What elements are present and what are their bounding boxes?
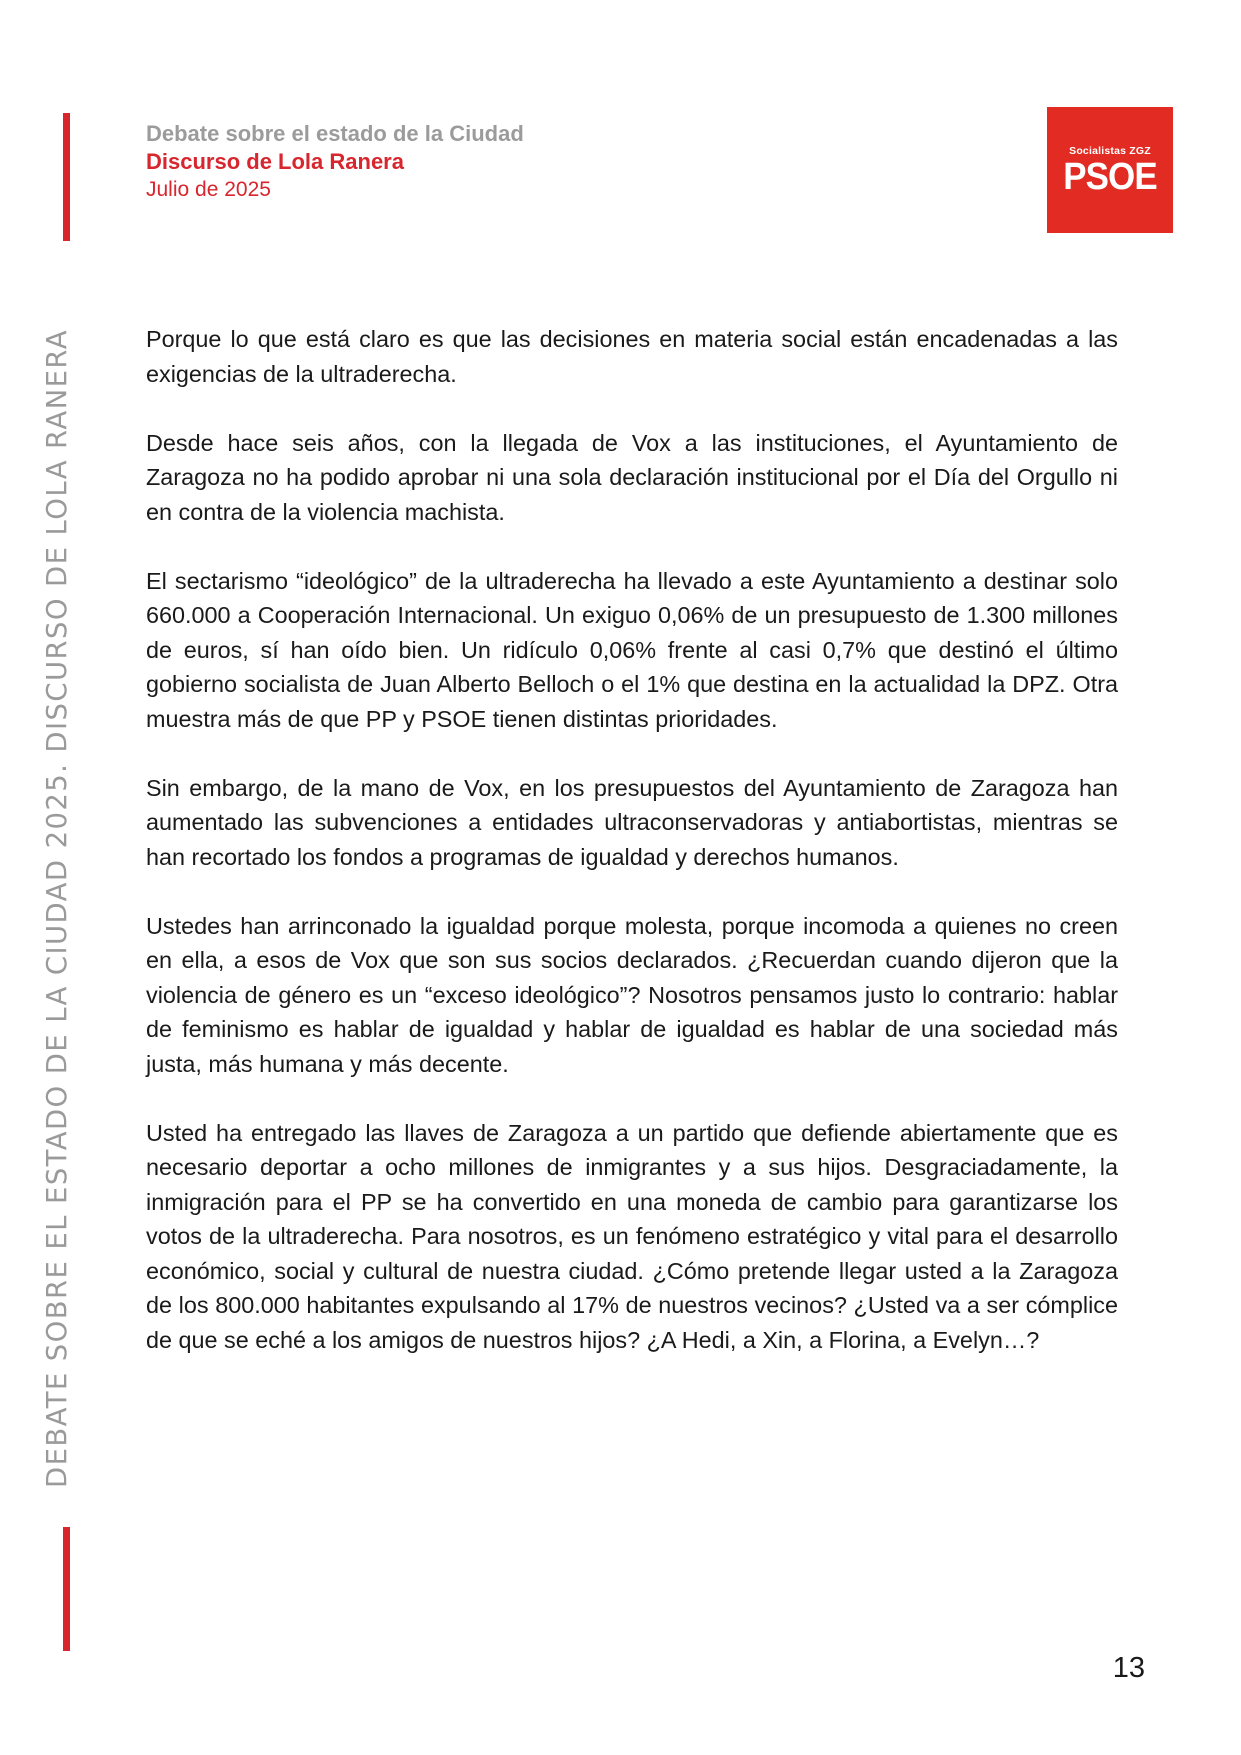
logo-small-text: Socialistas ZGZ xyxy=(1069,145,1151,157)
paragraph: El sectarismo “ideológico” de la ultraderecha ha llevado a este Ayuntamiento a destinar solo 660.000 a Cooperación Internacional. Un exiguo 0,06% de un presupuesto de 1.300 millones de euros, sí han oído bien. Un ridículo 0,06% frente al casi 0,7% que destinó el último gobierno socialista de Juan Alberto Belloch o el 1% que destina en la actualidad la DPZ. Otra muestra más de que PP y PSOE tienen distintas prioridades. xyxy=(146,567,1118,732)
header-subtitle: Discurso de Lola Ranera xyxy=(146,149,404,174)
page-number: 13 xyxy=(1112,1652,1145,1684)
header-title: Debate sobre el estado de la Ciudad xyxy=(146,121,524,146)
paragraph: Sin embargo, de la mano de Vox, en los presupuestos del Ayuntamiento de Zaragoza han aumentado las subvenciones a entidades ultraconservadoras y antiabortistas, mientras se han recortado los fondos a programas de igualdad y derechos humanos. xyxy=(146,774,1118,870)
paragraph: Ustedes han arrinconado la igualdad porque molesta, porque incomoda a quienes no creen en ella, a esos de Vox que son sus socios declarados. ¿Recuerdan cuando dijeron que la violencia de género es un “exceso ideológico”? Nosotros pensamos justo lo contrario: hablar de feminismo es hablar de igualdad y hablar de igualdad es hablar de una sociedad más justa, más humana y más decente. xyxy=(146,912,1118,1077)
psoe-logo xyxy=(1047,107,1173,233)
sidebar-accent-bar-bottom xyxy=(63,1527,70,1651)
speech-body xyxy=(146,322,1118,1392)
header-date: Julio de 2025 xyxy=(146,178,271,201)
logo-big-text: PSOE xyxy=(1063,156,1157,198)
paragraph: Porque lo que está claro es que las decisiones en materia social están encadenadas a las exigencias de la ultraderecha. xyxy=(146,326,1118,387)
paragraph: Usted ha entregado las llaves de Zaragoza a un partido que defiende abiertamente que es necesario deportar a ocho millones de inmigrantes y a sus hijos. Desgraciadamente, la inmigración para el PP se ha convertido en una moneda de cambio para garantizarse los votos de la ultraderecha. Para nosotros, es un fenómeno estratégico y vital para el desarrollo económico, social y cultural de nuestra ciudad. ¿Cómo pretende llegar usted a la Zaragoza de los 800.000 habitantes expulsando al 17% de nuestros vecinos? ¿Usted va a ser cómplice de que se eché a los amigos de nuestros hijos? ¿A Hedi, a Xin, a Florina, a Evelyn…? xyxy=(146,1119,1118,1353)
paragraph: Desde hace seis años, con la llegada de Vox a las instituciones, el Ayuntamiento de Zaragoza no ha podido aprobar ni una sola declaración institucional por el Día del Orgullo ni en contra de la violencia machista. xyxy=(146,429,1118,525)
sidebar-vertical-title: DEBATE SOBRE EL ESTADO DE LA CIUDAD 2025. DISCURSO DE LOLA RANERA xyxy=(41,328,73,1488)
document-header xyxy=(146,120,524,204)
sidebar-accent-bar-top xyxy=(63,113,70,241)
